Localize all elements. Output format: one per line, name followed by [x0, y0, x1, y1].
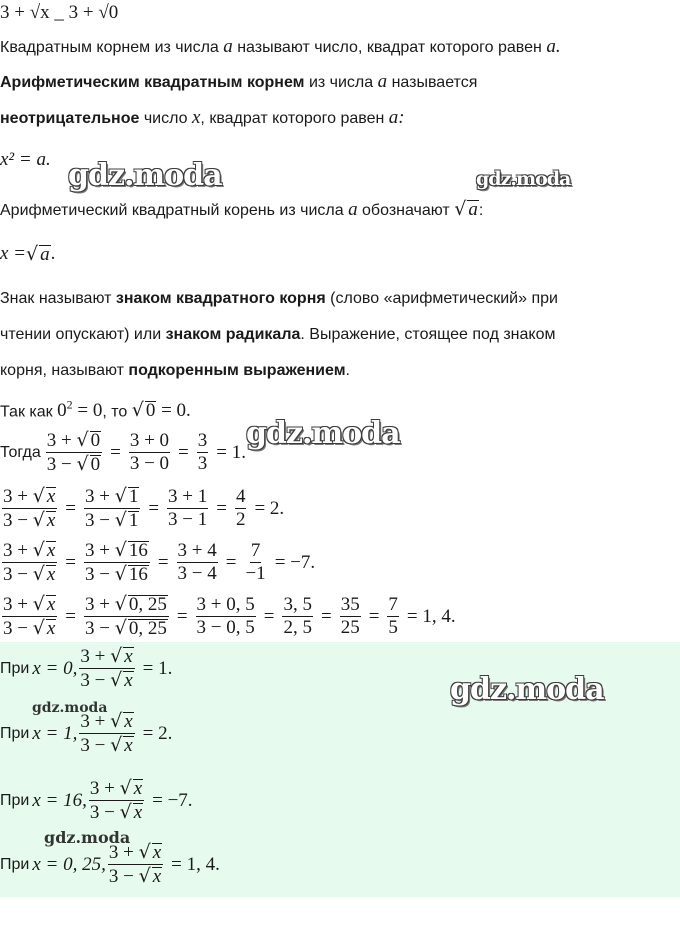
equation-x-squared: x² = a.: [0, 149, 51, 170]
sign-text: Знак называют: [0, 290, 112, 307]
pri-label: При: [0, 791, 30, 809]
var-a-end: a:: [388, 107, 405, 128]
sign-text-2: (слово «арифметический» при: [330, 290, 558, 307]
case-result: = 1.: [142, 657, 173, 679]
case-row: При x = 1, $\frac{3 + √ x}{3 - √ x}$ = 2.: [0, 710, 173, 756]
heading-expression: [0, 2, 118, 24]
watermark-logo: gdz.moda: [32, 700, 108, 716]
watermark-logo: gdz.moda: [68, 158, 222, 193]
definition-arith-text: из числа: [308, 74, 374, 91]
case-result: = 1, 4.: [171, 853, 220, 875]
var-a: a: [348, 199, 358, 220]
sign-sentence-2: [0, 325, 556, 345]
since-text-2: , то: [102, 403, 128, 421]
calc-row-zero: Тогда $\frac{3 + √ 0}{3 - √ 0}$ = $\frac{3 + 0}{3 - 0}$ = $\frac{3}{3}$ = 1.: [0, 429, 246, 475]
definition-arith-text-2: называется: [391, 74, 478, 91]
sign-text-3: чтении опускают) или: [0, 326, 162, 343]
definition-text: число: [143, 110, 188, 127]
case-x-value: x = 0,: [32, 657, 78, 679]
since-text: Так как: [0, 403, 53, 421]
sqrt-a: √ a: [454, 198, 478, 220]
since-sentence: Так как $0^2 = 0$, то √ 0 = 0.: [0, 398, 191, 422]
notation-sentence: [0, 199, 483, 221]
term-radical-sign: знаком радикала: [165, 326, 301, 343]
pri-label: При: [0, 724, 30, 742]
calc-row-quarter: $\frac{3 + √ x}{3 - √ x}$ = $\frac{3 + √ 0, 25}{3 - √ 0, 25}$ = $\frac{3 + 0, 5}{3 - 0, 5}$ = $\frac{3, 5}{2, 5}$ = $\frac{35}{25}$ = $\frac{7}{5}$ = 1, 4.: [3, 593, 456, 639]
watermark-logo: gdz.moda: [246, 416, 400, 451]
pri-label: При: [0, 855, 30, 873]
sign-text-5: корня, называют: [0, 362, 124, 379]
equation-lhs: x =: [0, 243, 27, 264]
sign-text-4: . Выражение, стоящее под знаком: [300, 326, 556, 343]
case-row: При x = 0, 25, $\frac{3 + √ x}{3 - √ x}$ = 1, 4.: [0, 841, 220, 887]
case-result: = −7.: [152, 789, 193, 811]
var-a: a: [223, 36, 233, 57]
case-row: При x = 16, $\frac{3 + √ x}{3 - √ x}$ = −7.: [0, 777, 193, 823]
calc-row-sixteen: $\frac{3 + √ x}{3 - √ x}$ = $\frac{3 + √ 16}{3 - √ 16}$ = $\frac{3 + 4}{3 - 4}$ = $\frac{7}{-1}$ = −7.: [3, 539, 316, 585]
var-a: a: [377, 71, 388, 92]
watermark-logo: gdz.moda: [450, 672, 604, 707]
sign-sentence-1: [0, 289, 558, 309]
sign-sentence-3: [0, 361, 350, 381]
term-sqrt-sign: знаком квадратного корня: [115, 290, 326, 307]
case-x-value: x = 1,: [32, 722, 78, 744]
togda-label: Тогда: [0, 443, 41, 461]
notation-text-2: обозначают: [362, 202, 450, 219]
watermark-logo: gdz.moda: [44, 828, 131, 847]
case-result: = 2.: [142, 722, 173, 744]
pri-label: При: [0, 659, 30, 677]
calc-row-one: $\frac{3 + √ x}{3 - √ x}$ = $\frac{3 + √ 1}{3 - √ 1}$ = $\frac{3 + 1}{3 - 1}$ = $\frac{4}{2}$ = 2.: [3, 485, 285, 531]
equation-x-sqrt-a: x = √ a .: [0, 243, 56, 265]
watermark-logo: gdz.moda: [476, 168, 571, 190]
definition-arith-2: [0, 108, 405, 129]
definition-sqrt-text: Квадратным корнем из числа: [0, 39, 219, 56]
colon: :: [478, 202, 484, 219]
notation-text: Арифметический квадратный корень из числа: [0, 202, 344, 219]
case-x-value: x = 16,: [32, 789, 87, 811]
var-a-end: a.: [546, 36, 561, 57]
case-x-value: x = 0, 25,: [32, 853, 106, 875]
definition-arith-1: [0, 72, 477, 93]
definition-text-2: , квадрат которого равен: [200, 110, 385, 127]
case-row: При x = 0, $\frac{3 + √ x}{3 - √ x}$ = 1.: [0, 645, 173, 691]
term-arith-root: Арифметическим квадратным корнем: [0, 74, 305, 91]
term-nonnegative: неотрицательное: [0, 110, 140, 127]
definition-sqrt: [0, 37, 561, 58]
definition-sqrt-text-2: называют число, квадрат которого равен: [237, 39, 542, 56]
var-x: x: [191, 107, 201, 128]
period: .: [345, 362, 350, 379]
heading-expression-text: 3 + √x _ 3 + √0: [0, 2, 119, 23]
term-radicand: подкоренным выражением: [128, 362, 346, 379]
